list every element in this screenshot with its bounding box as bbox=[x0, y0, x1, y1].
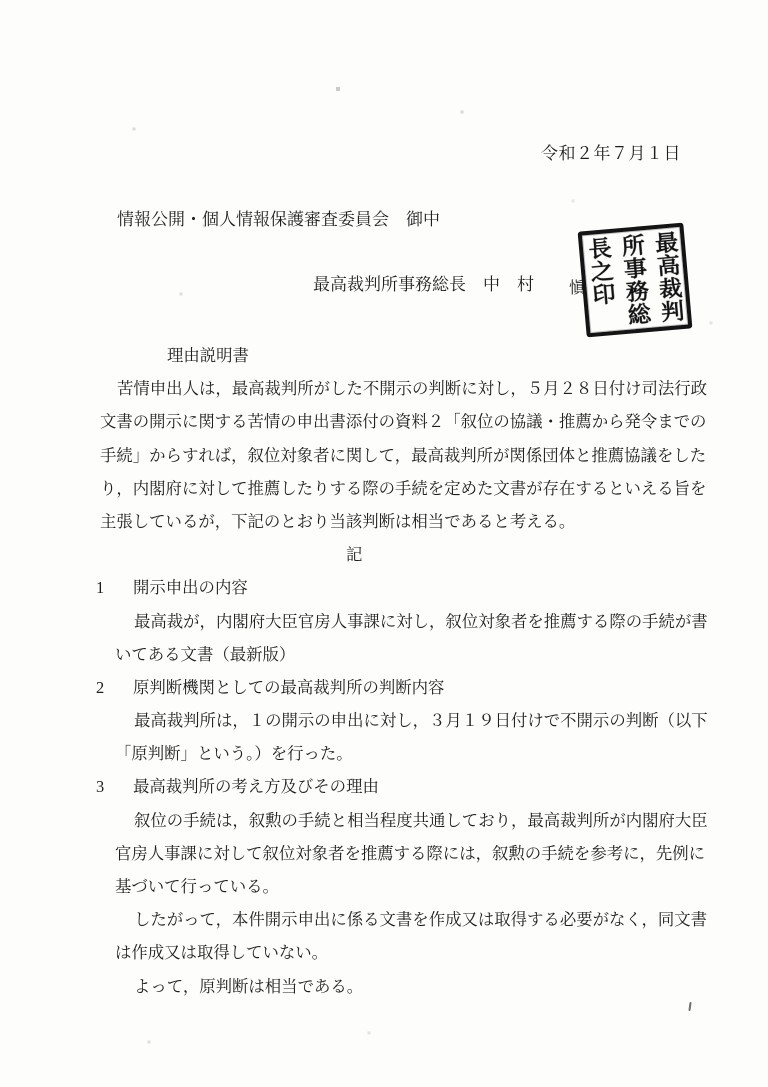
section-text-line: 官房人事課に対して叙位対象者を推薦する際には，叙勲の手続を参考に，先例に bbox=[115, 843, 706, 863]
seal-text: 最高裁判所事務総長之印 bbox=[585, 230, 686, 327]
intro-text-line: 主張しているが，下記のとおり当該判断は相当であると考える。 bbox=[100, 511, 576, 531]
section-number: 1 bbox=[96, 578, 105, 598]
section-text-line: 叙位の手続は，叙勲の手続と相当程度共通しており，最高裁判所が内閣府大臣 bbox=[134, 810, 708, 830]
section-title: 開示申出の内容 bbox=[133, 578, 248, 598]
document-body bbox=[96, 339, 720, 1003]
section-text-line: したがって，本件開示申出に係る文書を作成又は取得する必要がなく，同文書 bbox=[134, 910, 708, 930]
section-text-line: 最高裁判所は，１の開示の申出に対し，３月１９日付けで不開示の判断（以下 bbox=[134, 711, 708, 731]
sender-name-sei: 中 村 bbox=[483, 275, 534, 294]
section-text-line: 最高裁が，内閣府大臣官房人事課に対し，叙位対象者を推薦する際の手続が書 bbox=[134, 611, 708, 631]
sender-line bbox=[313, 270, 534, 295]
section-number: 2 bbox=[96, 677, 105, 697]
section-text-line: よって，原判断は相当である。 bbox=[134, 976, 364, 996]
sender-name-mei: 愼 bbox=[569, 280, 586, 297]
section-number: 3 bbox=[96, 777, 105, 797]
intro-text-line: 文書の開示に関する苦情の申出書添付の資料２「叙位の協議・推薦から発令までの bbox=[100, 412, 707, 432]
ki-label: 記 bbox=[346, 545, 363, 565]
document-title: 理由説明書 bbox=[167, 346, 249, 365]
date-line: 令和２年７月１日 bbox=[541, 144, 681, 163]
section-title: 最高裁判所の考え方及びその理由 bbox=[133, 777, 379, 797]
intro-text-line: り，内閣府に対して推薦したりする際の手続を定めた文書が存在するといえる旨を bbox=[100, 478, 707, 498]
official-seal-stamp bbox=[578, 223, 693, 338]
sections bbox=[96, 571, 720, 1002]
scan-noise bbox=[0, 0, 2, 2]
intro-text-line: 手続」からすれば，叙位対象者に関して，最高裁判所が関係団体と推薦協議をした bbox=[100, 445, 707, 465]
scan-mark bbox=[688, 1002, 691, 1011]
section-heading bbox=[96, 770, 720, 803]
section-heading bbox=[96, 571, 720, 604]
intro-text-line: 苦情申出人は，最高裁判所がした不開示の判断に対し，５月２８日付け司法行政 bbox=[117, 379, 708, 399]
section-text-line: は作成又は取得していない。 bbox=[115, 943, 329, 963]
section-text-line: 基づいて行っている。 bbox=[115, 877, 279, 896]
section-heading bbox=[96, 671, 720, 704]
sender-title: 最高裁判所事務総長 bbox=[313, 275, 466, 294]
intro-paragraph bbox=[100, 372, 720, 538]
section-text-line: 「原判断」という。）を行った。 bbox=[115, 744, 353, 764]
section-title: 原判断機関としての最高裁判所の判断内容 bbox=[133, 677, 445, 697]
addressee-line: 情報公開・個人情報保護審査委員会 御中 bbox=[117, 210, 440, 229]
section-text-line: いてある文書（最新版） bbox=[115, 644, 296, 664]
